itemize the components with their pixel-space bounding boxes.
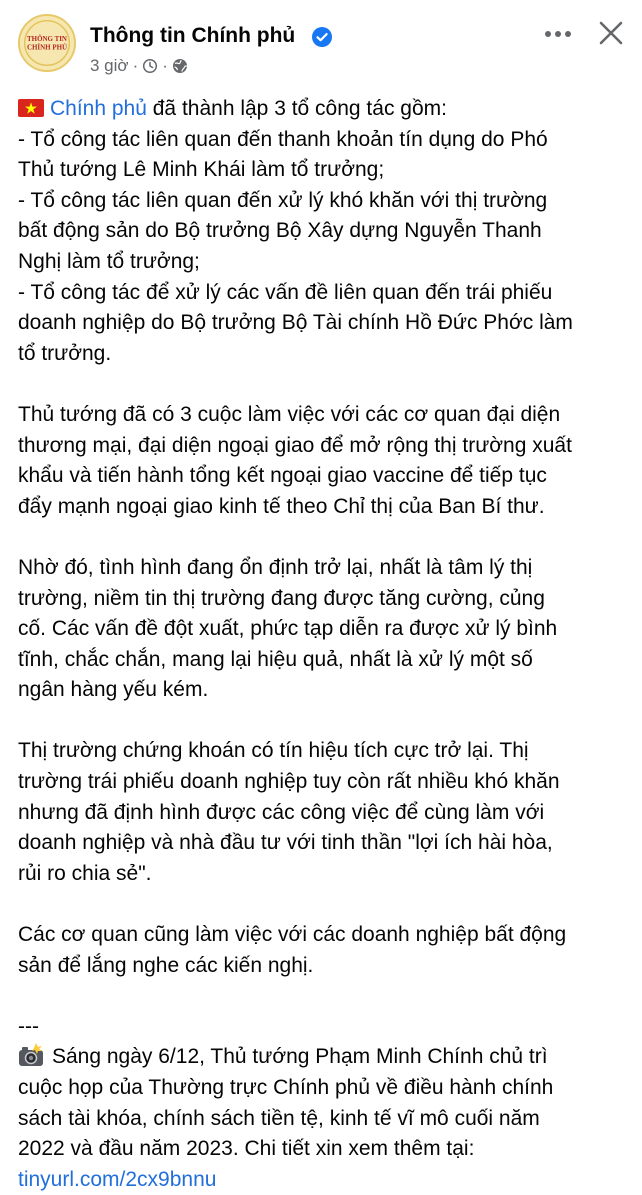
paragraph-line: bất động sản do Bộ trưởng Bộ Xây dựng Nguyễn Thanh bbox=[18, 219, 542, 243]
mention-link[interactable]: Chính phủ bbox=[50, 97, 147, 120]
intro-text: đã thành lập 3 tổ công tác gồm: bbox=[146, 97, 447, 120]
paragraph-line: - Tổ công tác để xử lý các vấn đề liên quan đến trái phiếu bbox=[18, 280, 553, 304]
paragraph-line bbox=[18, 1042, 626, 1073]
paragraph-gap bbox=[18, 369, 626, 400]
meta-separator: · bbox=[132, 56, 139, 75]
paragraph-line: Các cơ quan cũng làm việc với các doanh nghiệp bất động bbox=[18, 923, 567, 947]
paragraph-line: cố. Các vấn đề đột xuất, phức tạp diễn ra được xử lý bình bbox=[18, 617, 558, 641]
verified-badge-icon bbox=[312, 27, 332, 47]
paragraph-line: doanh nghiệp do Bộ trưởng Bộ Tài chính Hồ Đức Phớc làm bbox=[18, 311, 573, 335]
paragraph-line: trường trái phiếu doanh nghiệp tuy còn rất nhiều khó khăn bbox=[18, 770, 560, 794]
paragraph-line: 2022 và đầu năm 2023. Chi tiết xin xem thêm tại: bbox=[18, 1137, 475, 1161]
paragraph-line: nhưng đã định hình được các công việc để cùng làm với bbox=[18, 800, 545, 824]
paragraph-gap bbox=[18, 889, 626, 920]
external-link[interactable]: tinyurl.com/2cx9bnnu bbox=[18, 1167, 217, 1191]
paragraph-gap bbox=[18, 981, 626, 1012]
close-icon[interactable] bbox=[596, 18, 626, 48]
paragraph-line: tĩnh, chắc chắn, mang lại hiệu quả, nhất là xử lý một số bbox=[18, 647, 533, 671]
paragraph-line: sản để lắng nghe các kiến nghị. bbox=[18, 953, 314, 977]
post-body bbox=[18, 94, 626, 1195]
paragraph-line: Thủ tướng Lê Minh Khái làm tổ trưởng; bbox=[18, 158, 385, 182]
page-name[interactable]: Thông tin Chính phủ bbox=[90, 24, 296, 47]
paragraph-gap bbox=[18, 522, 626, 553]
more-dot bbox=[545, 31, 551, 37]
paragraph-line: Nhờ đó, tình hình đang ổn định trở lại, nhất là tâm lý thị bbox=[18, 555, 533, 579]
globe-icon[interactable] bbox=[172, 58, 188, 74]
paragraph-line: doanh nghiệp và nhà đầu tư với tinh thần "lợi ích hài hòa, bbox=[18, 831, 553, 855]
paragraph-line: khẩu và tiến hành tổng kết ngoại giao vaccine để tiếp tục bbox=[18, 464, 547, 488]
paragraph-line: sách tài khóa, chính sách tiền tệ, kinh tế vĩ mô cuối năm bbox=[18, 1106, 540, 1130]
clock-icon bbox=[142, 58, 158, 74]
paragraph-line: ngân hàng yếu kém. bbox=[18, 678, 209, 702]
avatar-text-line-1: THÔNG TIN bbox=[27, 35, 67, 44]
paragraph-line: - Tổ công tác liên quan đến thanh khoản tín dụng do Phó bbox=[18, 127, 548, 151]
post-time[interactable]: 3 giờ bbox=[90, 56, 129, 75]
paragraph-line: cuộc họp của Thường trực Chính phủ về điều hành chính bbox=[18, 1076, 554, 1099]
avatar-logo bbox=[20, 16, 74, 70]
meta-separator-2: · bbox=[162, 56, 168, 75]
post-header bbox=[0, 0, 642, 90]
paragraph-line: rủi ro chia sẻ". bbox=[18, 861, 152, 885]
post-intro bbox=[18, 94, 626, 125]
more-dot bbox=[555, 31, 561, 37]
paragraph-gap bbox=[18, 706, 626, 737]
paragraph-line: - Tổ công tác liên quan đến xử lý khó khăn với thị trường bbox=[18, 188, 548, 212]
post-meta bbox=[90, 56, 188, 76]
paragraph-line: trường, niềm tin thị trường đang được tăng cường, củng bbox=[18, 586, 545, 610]
camera-flash-icon bbox=[18, 1043, 44, 1067]
paragraph-line: tổ trưởng. bbox=[18, 341, 112, 365]
more-options-icon[interactable] bbox=[540, 20, 576, 48]
page-avatar[interactable] bbox=[18, 14, 76, 72]
divider-text: --- bbox=[18, 1014, 39, 1038]
paragraph-line: Thủ tướng đã có 3 cuộc làm việc với các cơ quan đại diện bbox=[18, 402, 561, 426]
paragraph-line: đẩy mạnh ngoại giao kinh tế theo Chỉ thị của Ban Bí thư. bbox=[18, 494, 545, 518]
paragraph-line: thương mại, đại diện ngoại giao để mở rộng thị trường xuất bbox=[18, 433, 572, 457]
paragraph-line-text: Sáng ngày 6/12, Thủ tướng Phạm Minh Chính chủ trì bbox=[52, 1045, 548, 1069]
paragraph-line: Nghị làm tổ trưởng; bbox=[18, 249, 200, 273]
avatar-text-line-2: CHÍNH PHỦ bbox=[26, 43, 68, 52]
paragraph-line: Thị trường chứng khoán có tín hiệu tích cực trở lại. Thị bbox=[18, 739, 529, 763]
vietnam-flag-icon bbox=[18, 99, 44, 117]
more-dot bbox=[565, 31, 571, 37]
